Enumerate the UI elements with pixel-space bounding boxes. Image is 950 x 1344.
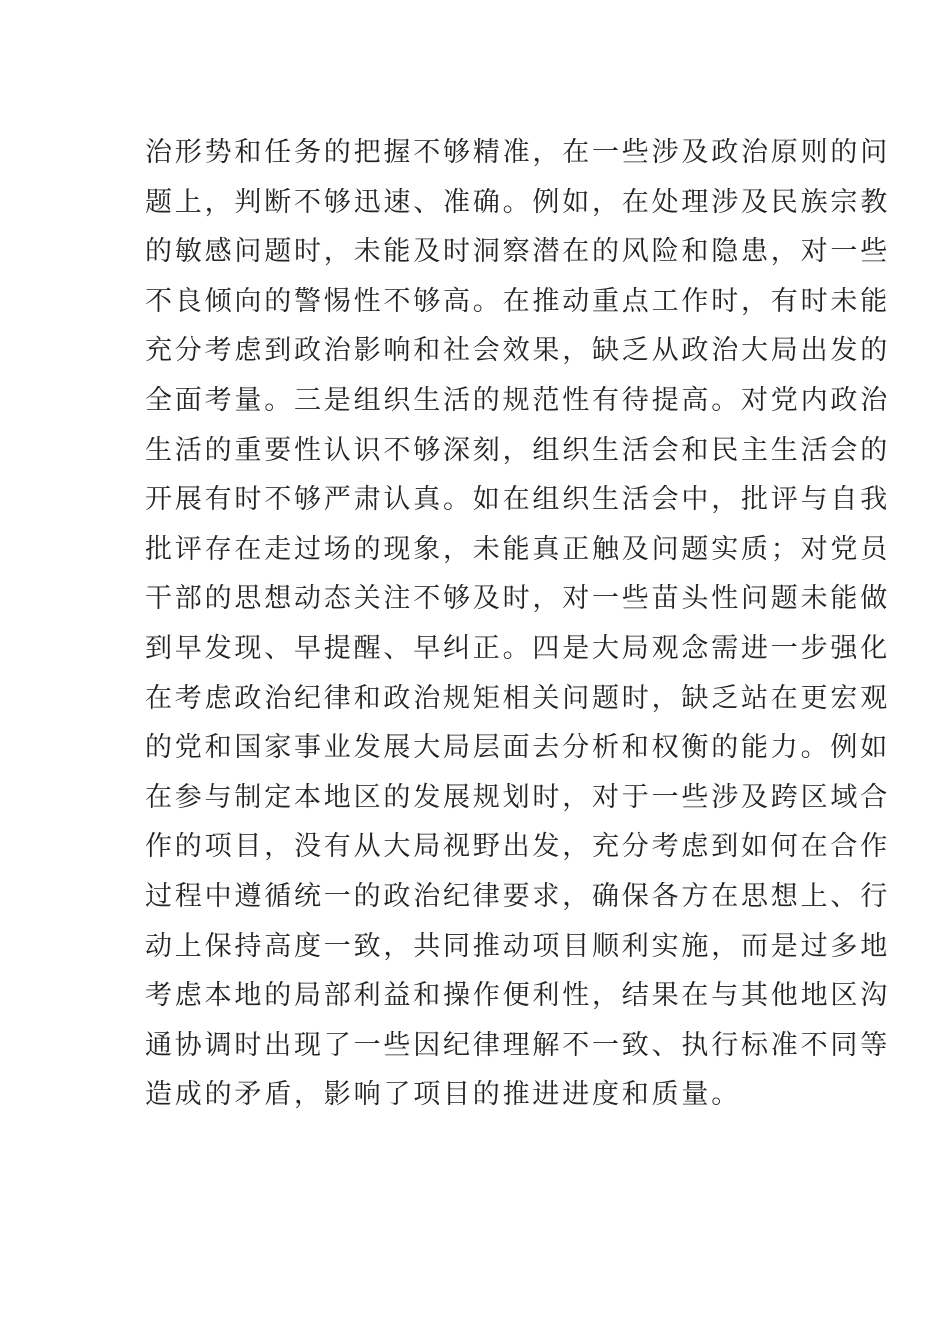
text-line: 到早发现、早提醒、早纠正。四是大局观念需进一步强化 [145,632,890,664]
text-line: 全面考量。三是组织生活的规范性有待提高。对党内政治 [145,384,890,416]
text-line: 不良倾向的警惕性不够高。在推动重点工作时，有时未能 [145,285,890,317]
text-line: 通协调时出现了一些因纪律理解不一致、执行标准不同等 [145,1029,890,1061]
text-line: 在参与制定本地区的发展规划时，对于一些涉及跨区域合 [145,781,890,813]
text-line: 干部的思想动态关注不够及时，对一些苗头性问题未能做 [145,583,890,615]
text-line: 充分考虑到政治影响和社会效果，缺乏从政治大局出发的 [145,335,890,367]
text-line: 治形势和任务的把握不够精准，在一些涉及政治原则的问 [145,137,890,168]
text-line: 开展有时不够严肃认真。如在组织生活会中，批评与自我 [145,484,890,516]
text-line: 的党和国家事业发展大局层面去分析和权衡的能力。例如 [145,732,890,764]
text-line: 造成的矛盾，影响了项目的推进进度和质量。 [145,1079,741,1111]
text-line: 动上保持高度一致，共同推动项目顺利实施，而是过多地 [145,930,890,962]
text-line: 的敏感问题时，未能及时洞察潜在的风险和隐患，对一些 [145,236,890,268]
text-line: 题上，判断不够迅速、准确。例如，在处理涉及民族宗教 [145,186,890,218]
text-line: 过程中遵循统一的政治纪律要求，确保各方在思想上、行 [145,880,890,912]
text-line: 在考虑政治纪律和政治规矩相关问题时，缺乏站在更宏观 [145,682,890,714]
text-line: 生活的重要性认识不够深刻，组织生活会和民主生活会的 [145,434,890,466]
text-line: 批评存在走过场的现象，未能真正触及问题实质；对党员 [145,533,890,565]
text-line: 考虑本地的局部利益和操作便利性，结果在与其他地区沟 [145,980,890,1012]
body-paragraph [145,128,890,1120]
text-line: 作的项目，没有从大局视野出发，充分考虑到如何在合作 [145,831,890,863]
